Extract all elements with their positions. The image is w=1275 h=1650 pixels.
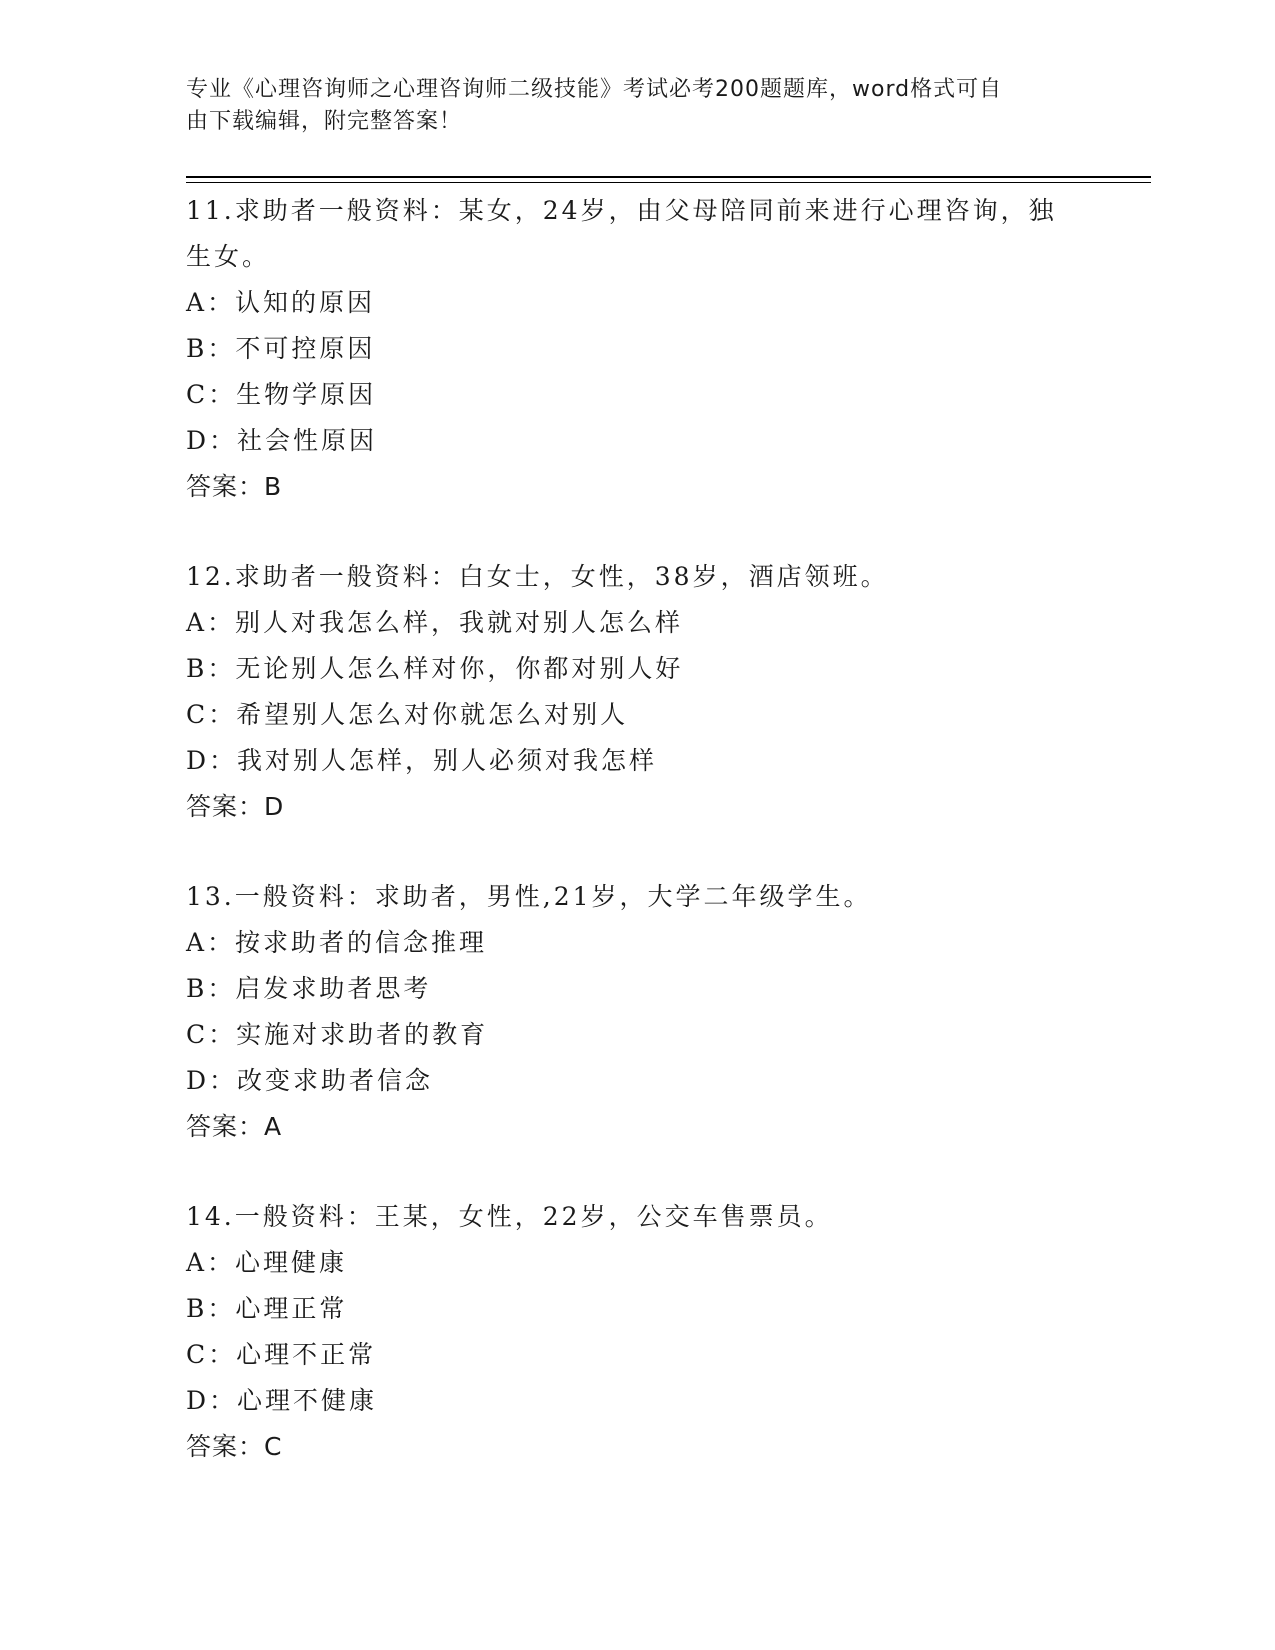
- option-c: C：希望别人怎么对你就怎么对别人: [186, 700, 629, 729]
- option-d: D：我对别人怎样，别人必须对我怎样: [186, 746, 658, 775]
- option-a: A：心理健康: [186, 1248, 348, 1277]
- option-a: A：别人对我怎么样，我就对别人怎么样: [186, 608, 684, 637]
- question-11: [186, 188, 1086, 510]
- question-13: [186, 874, 1086, 1150]
- answer-line: 答案：D: [186, 792, 285, 821]
- option-b: B：启发求助者思考: [186, 974, 432, 1003]
- option-c: C：实施对求助者的教育: [186, 1020, 489, 1049]
- answer-line: 答案：A: [186, 1112, 283, 1141]
- question-stem-line: 12.求助者一般资料：白女士，女性，38岁，酒店领班。: [186, 562, 889, 591]
- question-stem-line: 13.一般资料：求助者，男性,21岁，大学二年级学生。: [186, 882, 872, 911]
- option-d: D：心理不健康: [186, 1386, 378, 1415]
- option-d: D：社会性原因: [186, 426, 378, 455]
- header-line-1: 专业《心理咨询师之心理咨询师二级技能》考试必考200题题库，word格式可自: [186, 77, 1003, 102]
- option-a: A：按求助者的信念推理: [186, 928, 488, 957]
- header-line-2: 由下载编辑，附完整答案！: [186, 109, 463, 134]
- option-c: C：生物学原因: [186, 380, 377, 409]
- option-c: C：心理不正常: [186, 1340, 377, 1369]
- option-b: B：不可控原因: [186, 334, 376, 363]
- question-12: [186, 554, 1086, 830]
- header-divider-thin: [186, 182, 1151, 183]
- answer-line: 答案：B: [186, 472, 283, 501]
- option-d: D：改变求助者信念: [186, 1066, 434, 1095]
- header-divider-thick: [186, 176, 1151, 178]
- option-b: B：心理正常: [186, 1294, 348, 1323]
- option-a: A：认知的原因: [186, 288, 376, 317]
- question-stem-line: 11.求助者一般资料：某女，24岁，由父母陪同前来进行心理咨询，独: [186, 196, 1057, 225]
- question-stem-line: 14.一般资料：王某，女性，22岁，公交车售票员。: [186, 1202, 833, 1231]
- answer-line: 答案：C: [186, 1432, 283, 1461]
- question-stem-line: 生女。: [186, 242, 271, 271]
- question-14: [186, 1194, 1086, 1470]
- option-b: B：无论别人怎么样对你，你都对别人好: [186, 654, 684, 683]
- document-header: [186, 74, 1086, 138]
